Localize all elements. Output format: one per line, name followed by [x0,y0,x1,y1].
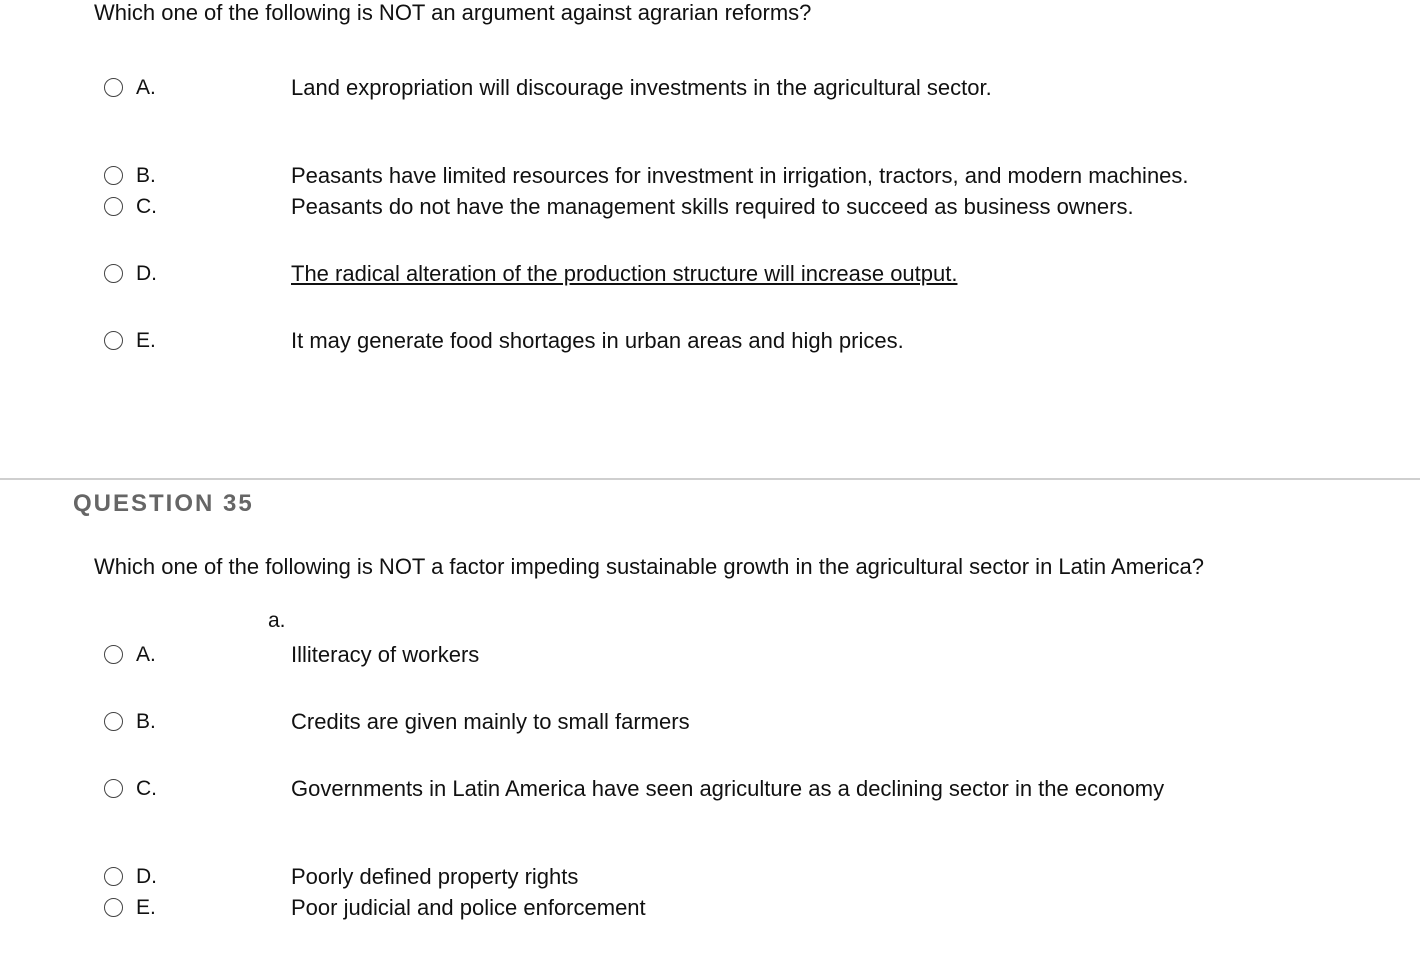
radio-button-icon[interactable] [104,166,123,185]
q35-option-a[interactable] [0,643,1420,671]
question-34-text: Which one of the following is NOT an argument against agrarian reforms? [94,0,812,25]
radio-button-icon[interactable] [104,898,123,917]
question-sub-letter: a. [268,609,286,632]
option-text: Poor judicial and police enforcement [291,895,646,920]
option-letter: E. [136,329,156,352]
option-text: Credits are given mainly to small farmers [291,709,690,734]
radio-button-icon[interactable] [104,867,123,886]
q35-option-e[interactable] [0,896,1420,924]
q34-option-c[interactable] [0,195,1420,223]
option-letter: D. [136,262,157,285]
radio-button-icon[interactable] [104,78,123,97]
option-letter: C. [136,195,157,218]
question-35-header: QUESTION 35 [73,490,254,517]
option-letter: D. [136,865,157,888]
q35-option-b[interactable] [0,710,1420,738]
radio-button-icon[interactable] [104,645,123,664]
option-text: Poorly defined property rights [291,864,579,889]
option-text: Illiteracy of workers [291,642,480,667]
option-letter: C. [136,777,157,800]
radio-button-icon[interactable] [104,712,123,731]
q34-option-d[interactable] [0,262,1420,290]
q34-option-e[interactable] [0,329,1420,357]
option-letter: A. [136,76,156,99]
option-text: Land expropriation will discourage investments in the agricultural sector. [291,75,992,100]
option-letter: B. [136,164,156,187]
q35-option-d[interactable] [0,865,1420,893]
radio-button-icon[interactable] [104,197,123,216]
question-35-text: Which one of the following is NOT a factor impeding sustainable growth in the agricultural sector in Latin America? [94,554,1204,579]
q34-option-b[interactable] [0,164,1420,192]
radio-button-icon[interactable] [104,331,123,350]
radio-button-icon[interactable] [104,779,123,798]
option-text: The radical alteration of the production structure will increase output. [291,261,958,286]
option-letter: B. [136,710,156,733]
q35-option-c[interactable] [0,777,1420,805]
option-text: Peasants do not have the management skills required to succeed as business owners. [291,194,1134,219]
q34-option-a[interactable] [0,76,1420,104]
option-letter: E. [136,896,156,919]
option-text: It may generate food shortages in urban areas and high prices. [291,328,904,353]
option-text: Peasants have limited resources for investment in irrigation, tractors, and modern machines. [291,163,1189,188]
option-letter: A. [136,643,156,666]
option-text: Governments in Latin America have seen agriculture as a declining sector in the economy [291,776,1165,801]
radio-button-icon[interactable] [104,264,123,283]
question-divider [0,478,1420,480]
